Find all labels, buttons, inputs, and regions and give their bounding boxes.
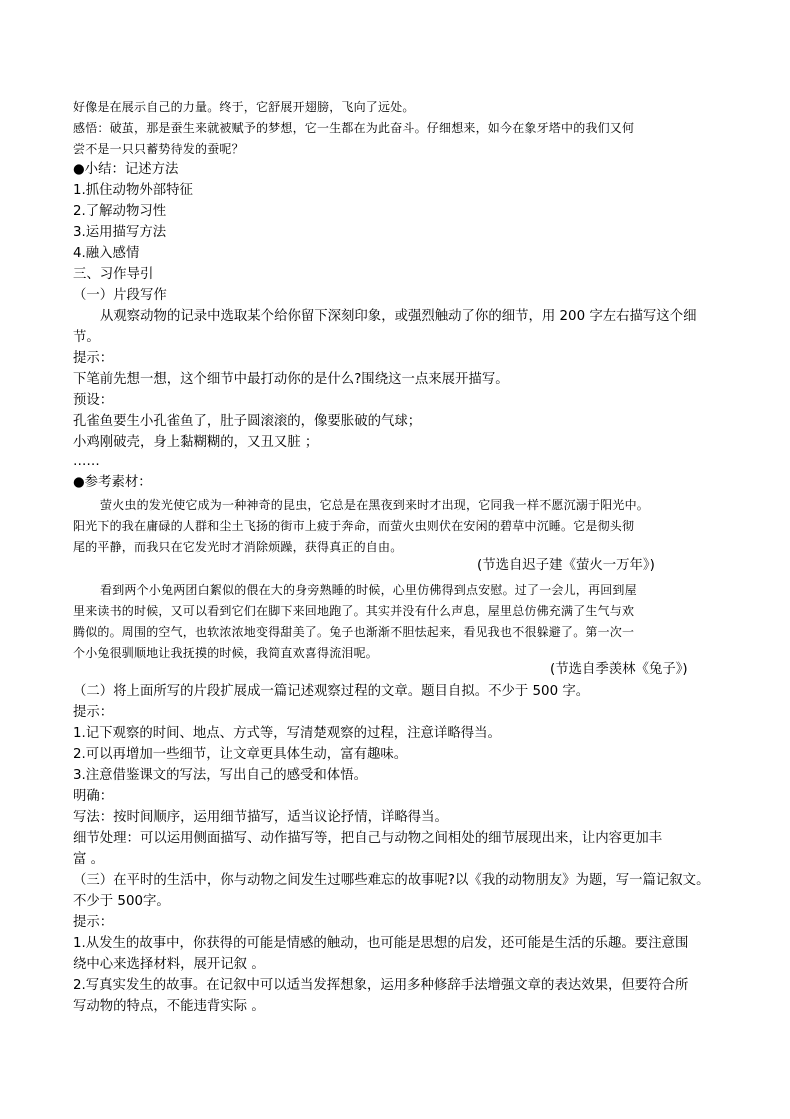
list-item: 2.可以再增加一些细节，让文章更具体生动，富有趣味。 bbox=[73, 747, 408, 762]
text-line: 写动物的特点，不能违背实际 。 bbox=[73, 999, 265, 1014]
text-line: 个小兔很驯顺地让我抚摸的时候，我简直欢喜得流泪呢。 bbox=[73, 646, 379, 660]
subsection-heading: （一）片段写作 bbox=[73, 288, 167, 303]
text-line: 写法：按时间顺序，运用细节描写，适当议论抒情，详略得当。 bbox=[73, 810, 448, 825]
text-line: 小鸡刚破壳，身上黏糊糊的，又丑又脏 ； bbox=[73, 435, 319, 450]
text-line: 节。 bbox=[73, 330, 100, 345]
text-line: 腾似的。周围的空气，也软浓浓地变得甜美了。兔子也渐渐不胆怯起来，看见我也不很躲避了。第一次一 bbox=[73, 625, 635, 639]
list-item: 1.记下观察的时间、地点、方式等，写清楚观察的过程，注意详略得当。 bbox=[73, 726, 501, 741]
label: 提示： bbox=[73, 351, 114, 366]
text-line: 尾的平静，而我只在它发光时才消除烦躁，获得真正的自由。 bbox=[73, 540, 403, 554]
text-line: 阳光下的我在庸碌的人群和尘土飞扬的街市上疲于奔命，而萤火虫则伏在安闲的碧草中沉睡。它是彻头彻 bbox=[73, 519, 635, 533]
text-line: 感悟：破茧，那是蚕生来就被赋予的梦想，它一生都在为此奋斗。仔细想来，如今在象牙塔中的我们又何 bbox=[73, 121, 635, 135]
text-line: 不少于 500字。 bbox=[73, 894, 170, 909]
text-line: 从观察动物的记录中选取某个给你留下深刻印象，或强烈触动了你的细节，用 200 字左右描写这个细 bbox=[100, 309, 697, 324]
label: 提示： bbox=[73, 915, 114, 930]
text-line: 好像是在展示自己的力量。终于，它舒展开翅膀，飞向了远处。 bbox=[73, 100, 415, 114]
list-item: 2.写真实发生的故事。在记叙中可以适当发挥想象，运用多种修辞手法增强文章的表达效果，但要符合所 bbox=[73, 978, 689, 993]
text-line: 看到两个小兔两团白絮似的偎在大的身旁熟睡的时候，心里仿佛得到点安慰。过了一会儿，再回到屋 bbox=[100, 583, 637, 597]
text-line: 尝不是一只只蓄势待发的蚕呢？ bbox=[73, 142, 244, 156]
summary-heading: ●小结：记述方法 bbox=[73, 162, 179, 177]
label: 提示： bbox=[73, 705, 114, 720]
subsection-heading: （三）在平时的生活中，你与动物之间发生过哪些难忘的故事呢?以《我的动物朋友》为题，写一篇记叙文。 bbox=[73, 873, 710, 888]
text-line: 细节处理：可以运用侧面描写、动作描写等，把自己与动物之间相处的细节展现出来，让内容更加丰 bbox=[73, 831, 663, 846]
text-line: 孔雀鱼要生小孔雀鱼了，肚子圆滚滚的，像要胀破的气球； bbox=[73, 414, 422, 429]
text-line: 富 。 bbox=[73, 852, 105, 867]
label: 明确： bbox=[73, 789, 114, 804]
list-item: 1.从发生的故事中，你获得的可能是情感的触动，也可能是思想的启发，还可能是生活的乐趣。要注意围 bbox=[73, 936, 689, 951]
source-citation: (节选自迟子建《萤火一万年》) bbox=[477, 558, 655, 573]
text-line: 下笔前先想一想，这个细节中最打动你的是什么?围绕这一点来展开描写。 bbox=[73, 372, 509, 387]
list-item: 1.抓住动物外部特征 bbox=[73, 183, 193, 198]
ellipsis: …… bbox=[73, 454, 100, 469]
label: 预设： bbox=[73, 393, 114, 408]
text-line: 绕中心来选择材料，展开记叙 。 bbox=[73, 957, 265, 972]
subsection-heading: （二）将上面所写的片段扩展成一篇记述观察过程的文章。题目自拟。不少于 500 字。 bbox=[73, 684, 590, 699]
list-item: 3.注意借鉴课文的写法，写出自己的感受和体悟。 bbox=[73, 768, 367, 783]
text-line: 里来读书的时候，又可以看到它们在脚下来回地跑了。其实并没有什么声息，屋里总仿佛充满了生气与欢 bbox=[73, 604, 635, 618]
source-citation: (节选自季羡林《兔子》) bbox=[550, 662, 688, 677]
list-item: 2.了解动物习性 bbox=[73, 204, 167, 219]
text-line: 萤火虫的发光使它成为一种神奇的昆虫，它总是在黑夜到来时才出现，它同我一样不愿沉溺于阳光中。 bbox=[100, 498, 650, 512]
section-heading: 三、习作导引 bbox=[73, 267, 154, 282]
reference-heading: ●参考素材： bbox=[73, 475, 152, 490]
list-item: 4.融入感情 bbox=[73, 246, 140, 261]
list-item: 3.运用描写方法 bbox=[73, 225, 167, 240]
